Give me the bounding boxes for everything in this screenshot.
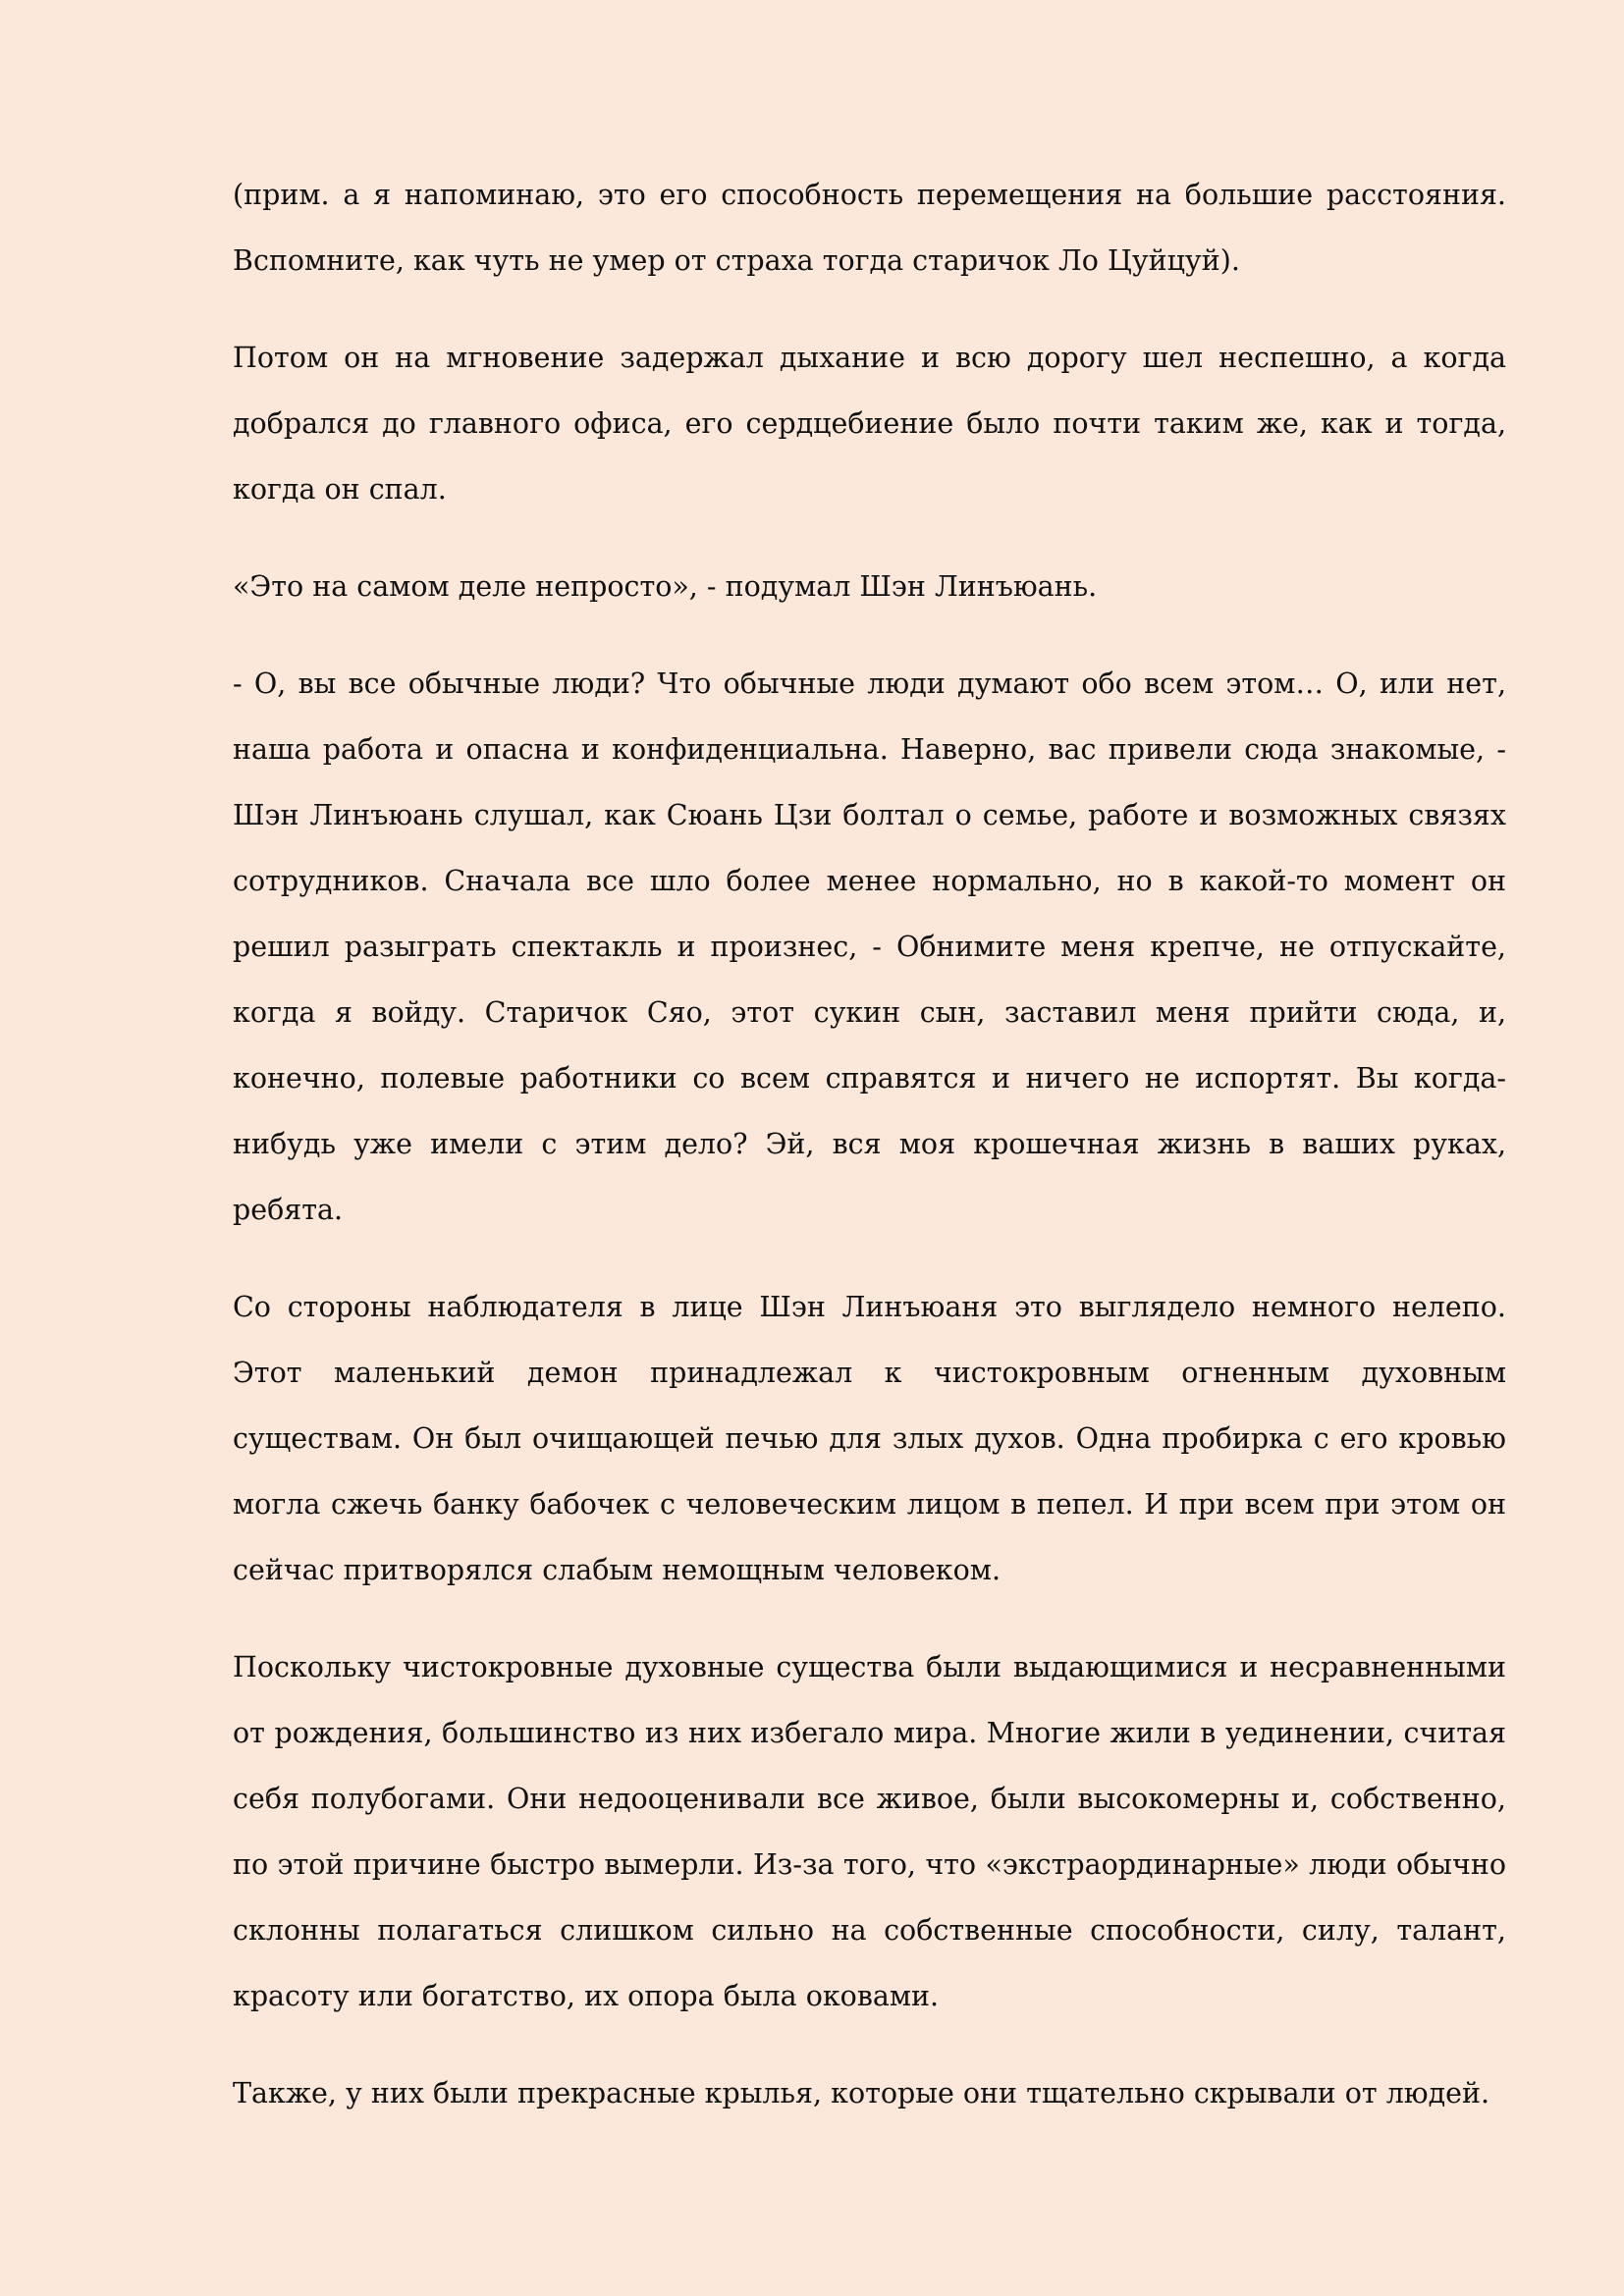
paragraph-1: (прим. а я напоминаю, это его способность перемещения на большие расстояния. Вспомните, как чуть не умер от страха тогда старичок Ло Цуйцуй). — [233, 179, 1506, 277]
text-body — [233, 162, 1506, 2158]
paragraph-7: Также, у них были прекрасные крылья, которые они тщательно скрывали от людей. — [233, 2077, 1490, 2109]
paragraph-4: - О, вы все обычные люди? Что обычные люди думают обо всем этом… О, или нет, наша работа и опасна и конфиденциальна. Наверно, вас привели сюда знакомые, - Шэн Линъюань слушал, как Сюань Цзи болтал о семье, работе и возможных связях сотрудников. Сначала все шло более менее нормально, но в какой-то момент он решил разыграть спектакль и произнес, - Обнимите меня крепче, не отпускайте, когда я войду. Старичок Сяо, этот сукин сын, заставил меня прийти сюда, и, конечно, полевые работники со всем справятся и ничего не испортят. Вы когда-нибудь уже имели с этим дело? Эй, вся моя крошечная жизнь в ваших руках, ребята. — [233, 667, 1506, 1226]
paragraph-2: Потом он на мгновение задержал дыхание и всю дорогу шел неспешно, а когда добрался до главного офиса, его сердцебиение было почти таким же, как и тогда, когда он спал. — [233, 342, 1506, 506]
paragraph-6: Поскольку чистокровные духовные существа были выдающимися и несравненными от рождения, большинство из них избегало мира. Многие жили в уединении, считая себя полубогами. Они недооценивали все живое, были высокомерны и, собственно, по этой причине быстро вымерли. Из-за того, что «экстраординарные» люди обычно склонны полагаться слишком сильно на собственные способности, силу, талант, красоту или богатство, их опора была оковами. — [233, 1651, 1506, 2012]
paragraph-5: Со стороны наблюдателя в лице Шэн Линъюаня это выглядело немного нелепо. Этот маленький демон принадлежал к чистокровным огненным духовным существам. Он был очищающей печью для злых духов. Одна пробирка с его кровью могла сжечь банку бабочек с человеческим лицом в пепел. И при всем при этом он сейчас притворялся слабым немощным человеком. — [233, 1291, 1506, 1586]
paragraph-3: «Это на самом деле непросто», - подумал Шэн Линъюань. — [233, 570, 1098, 603]
